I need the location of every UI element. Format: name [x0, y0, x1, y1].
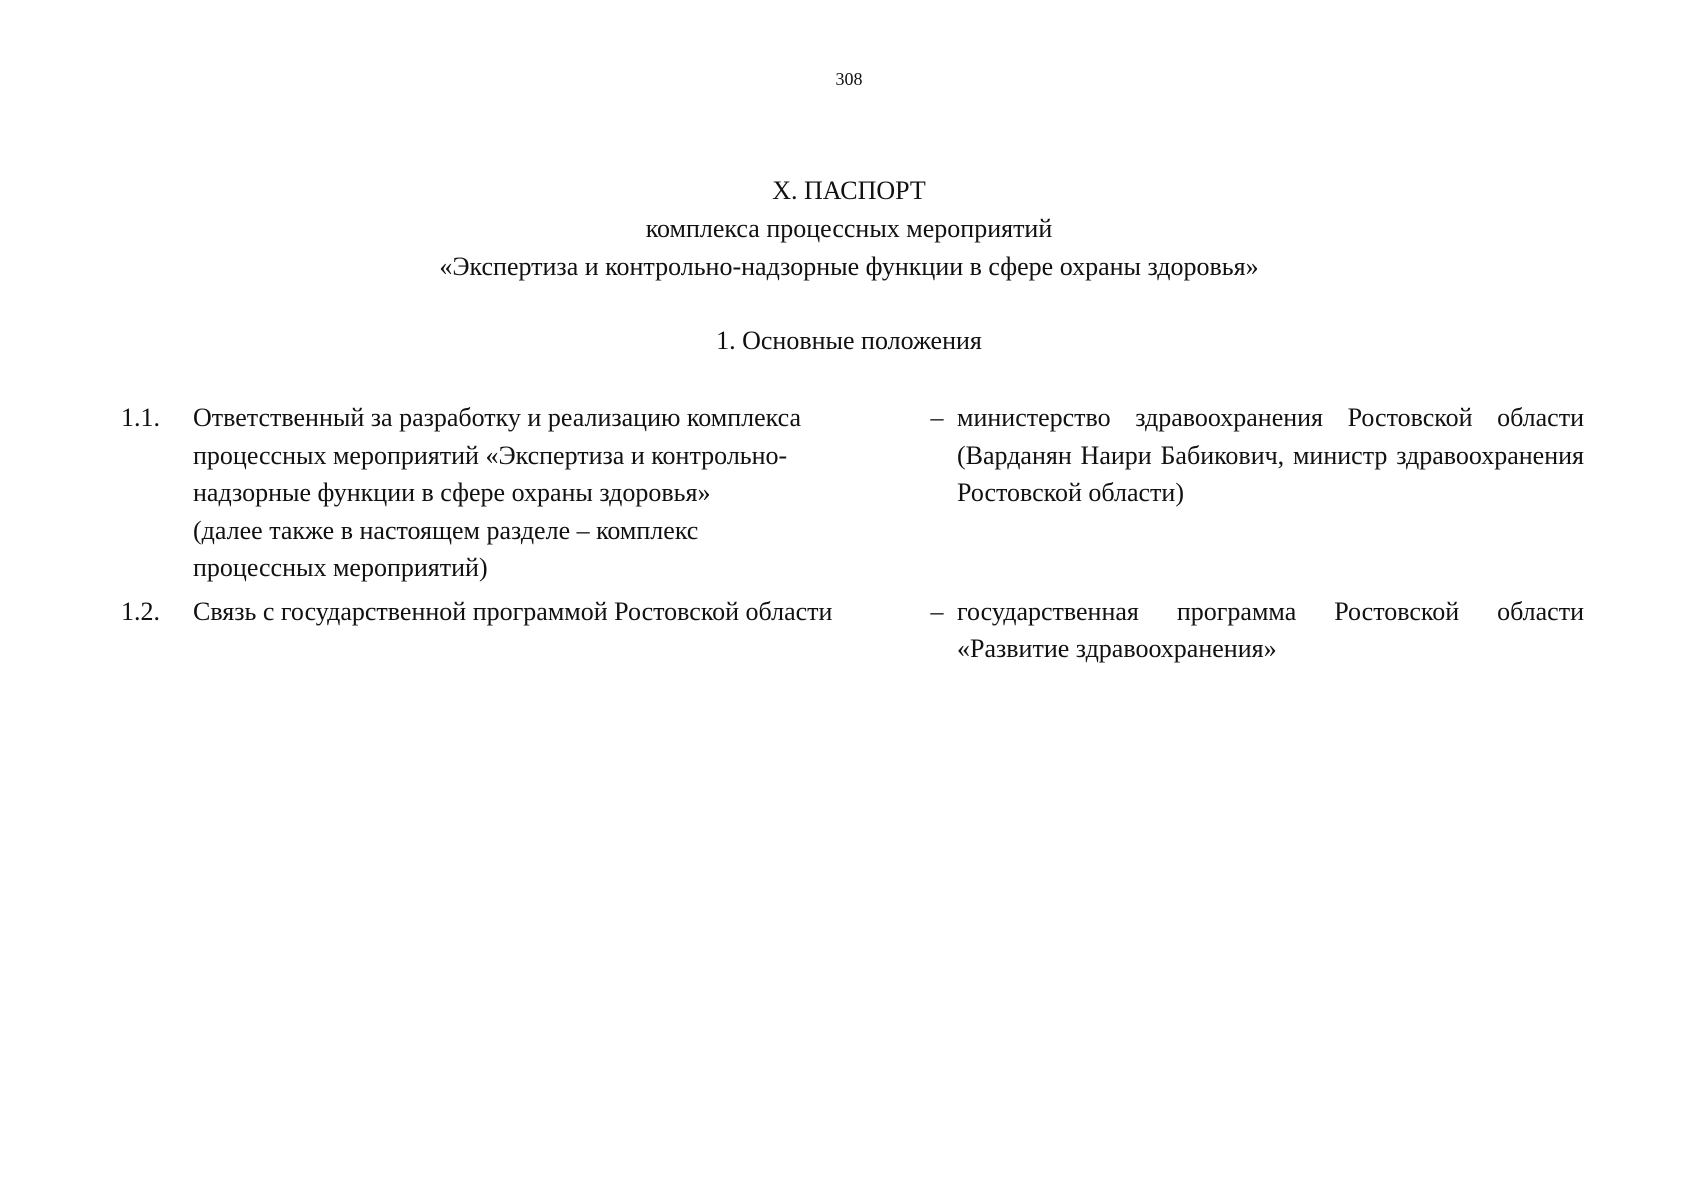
row-label-line: процессных мероприятий) — [193, 553, 488, 582]
row-label-line: процессных мероприятий «Экспертиза и контрольно- — [193, 440, 788, 470]
row-label — [193, 399, 917, 593]
heading-complex-name: «Экспертиза и контрольно-надзорные функции в сфере охраны здоровья» — [439, 252, 1259, 281]
row-label-line: Ответственный за разработку и реализацию комплекса — [193, 403, 802, 432]
heading-title: X. ПАСПОРТ — [772, 176, 926, 205]
passport-table — [121, 399, 1584, 668]
row-dash: – — [930, 596, 944, 626]
section-title: 1. Основные положения — [716, 326, 982, 355]
row-label — [193, 593, 917, 668]
table-row — [121, 399, 1584, 593]
row-number: 1.2. — [121, 596, 160, 626]
passport-heading — [0, 172, 1698, 286]
row-value: государственная программа Ростовской области «Развитие здравоохранения» — [957, 596, 1584, 663]
row-number: 1.1. — [121, 403, 160, 432]
heading-subtitle: комплекса процессных мероприятий — [645, 214, 1053, 243]
row-value: министерство здравоохранения Ростовской области (Варданян Наири Бабикович, министр здравоохранения Ростовской области) — [957, 403, 1584, 507]
table-row — [121, 593, 1584, 668]
row-dash: – — [930, 403, 944, 432]
row-label-line: Связь с государственной программой Ростовской области — [193, 596, 833, 626]
row-label-line: надзорные функции в сфере охраны здоровья» — [193, 478, 711, 507]
page-number: 308 — [835, 69, 863, 89]
row-label-line: (далее также в настоящем разделе – комплекс — [193, 515, 699, 545]
